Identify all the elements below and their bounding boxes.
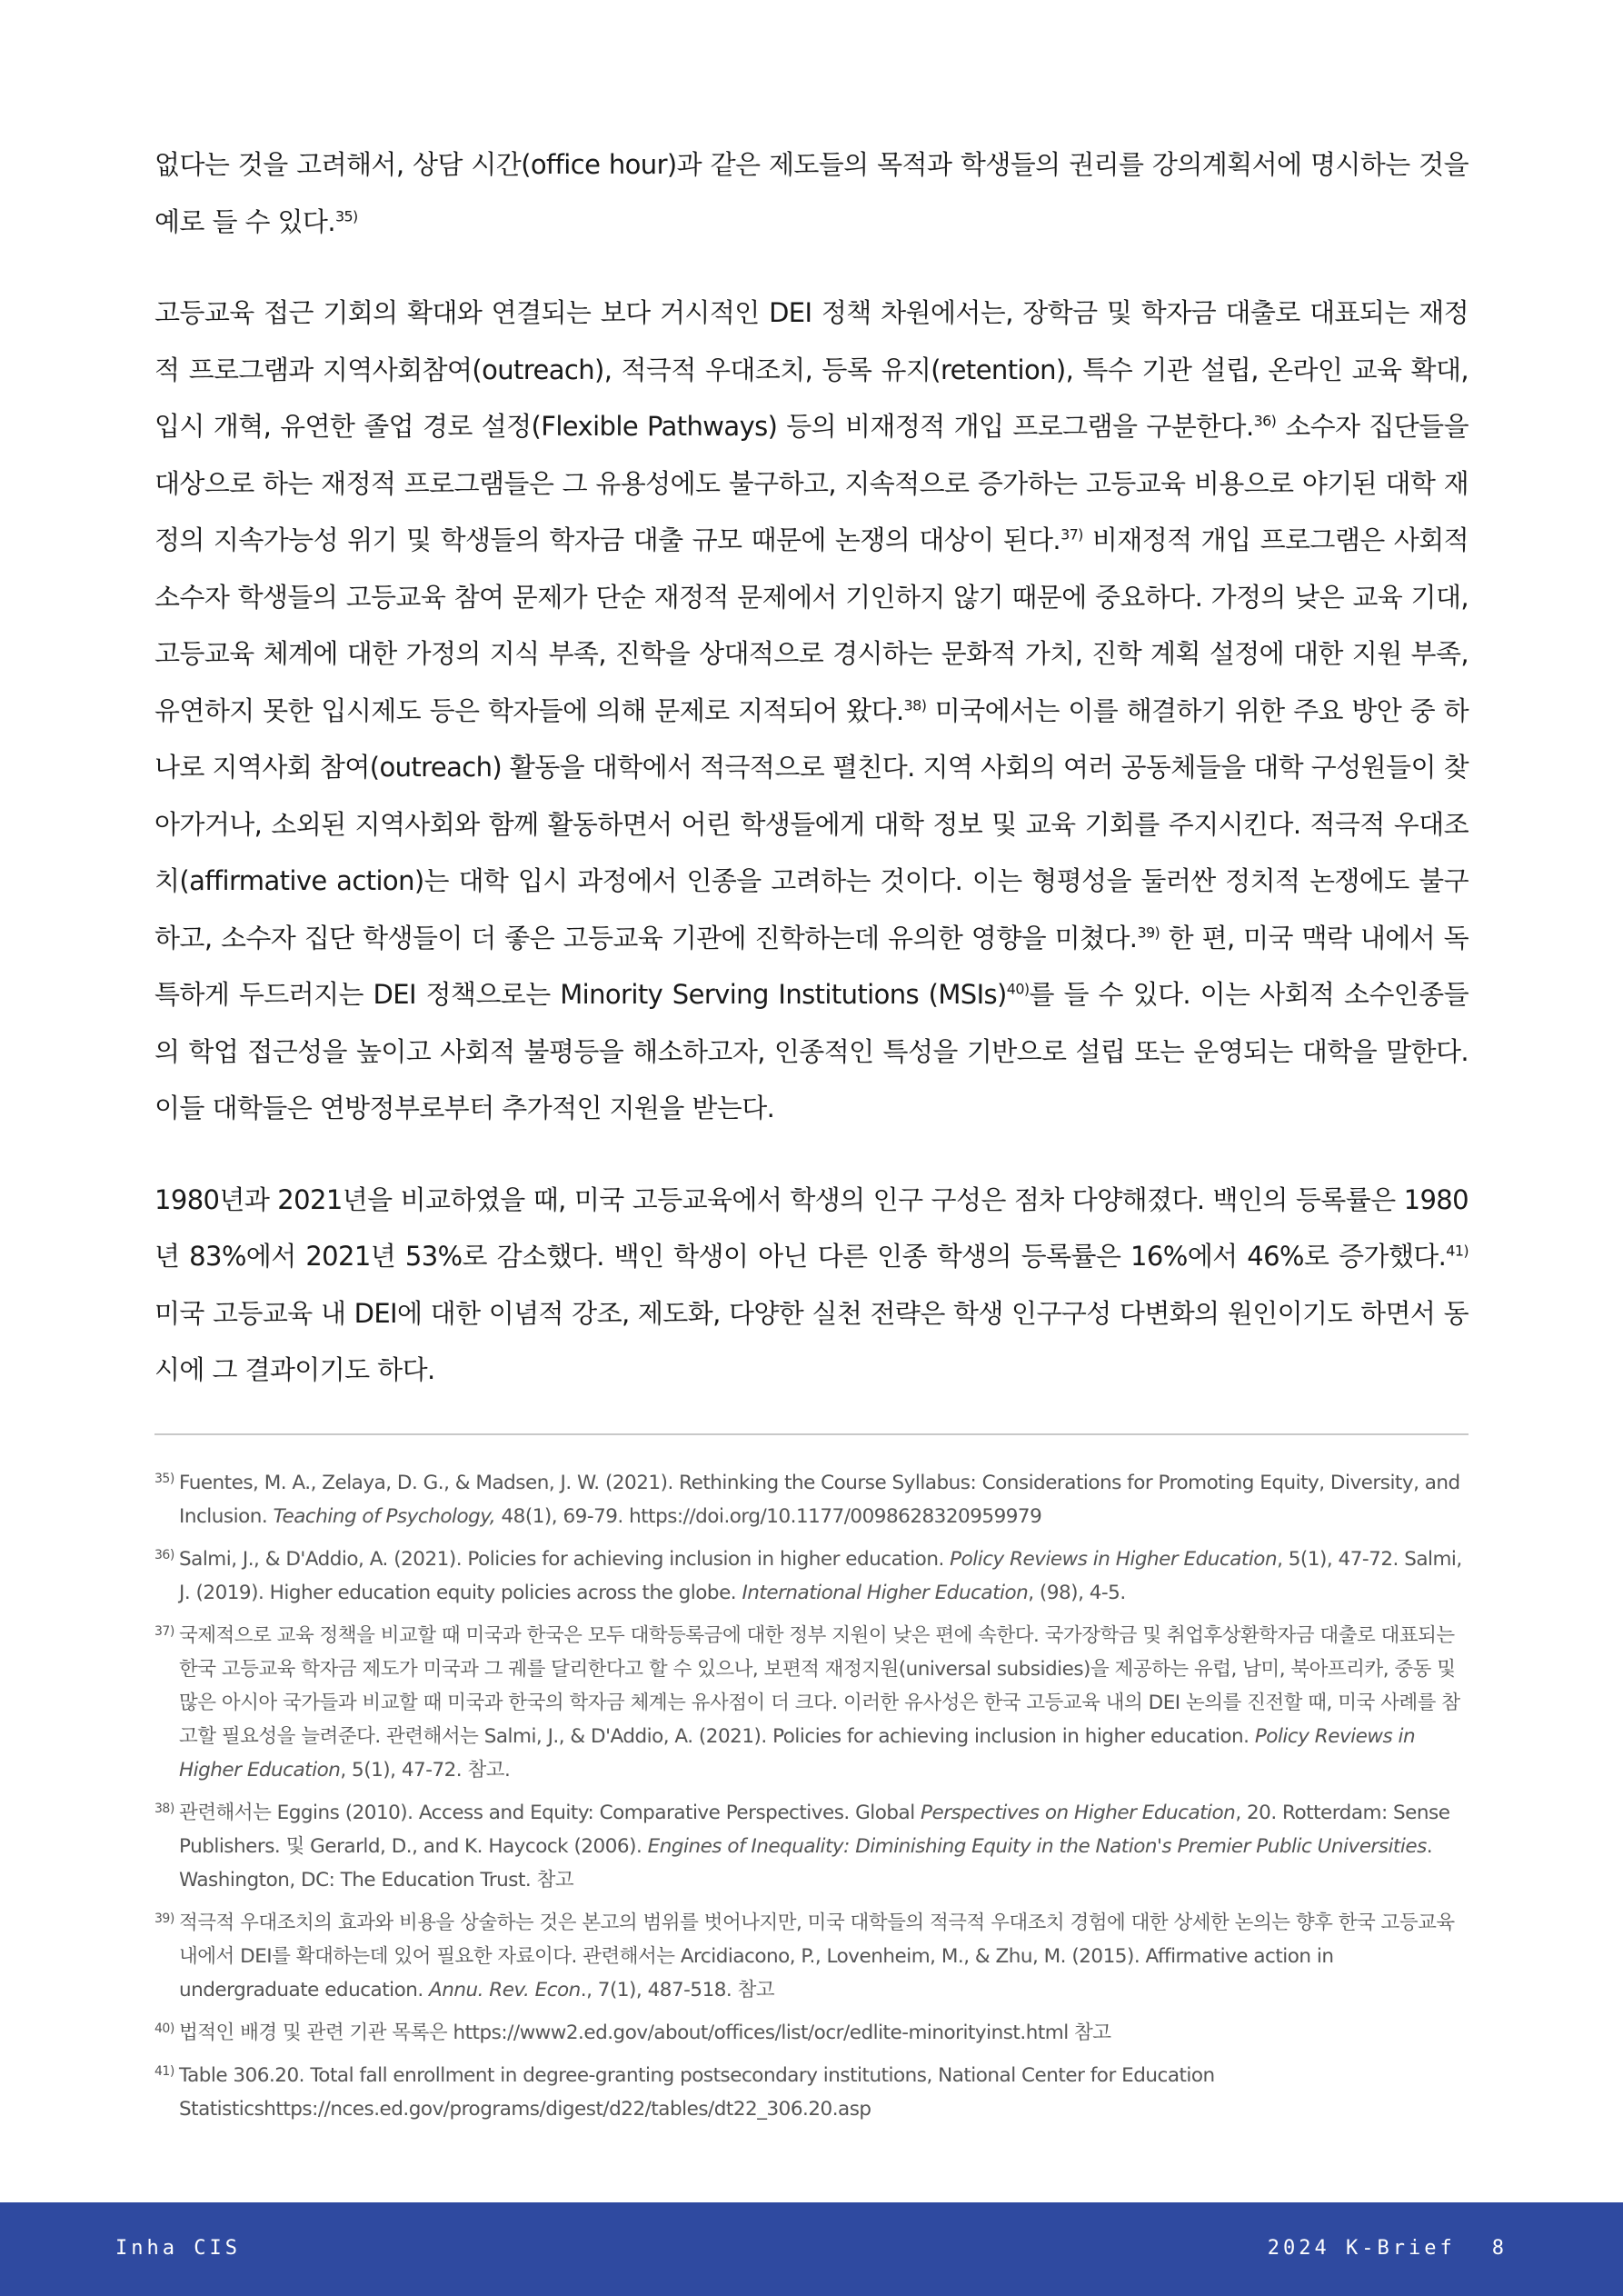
paragraph-text: 고등교육 접근 기회의 확대와 연결되는 보다 거시적인 DEI 정책 차원에서는, 장학금 및 학자금 대출로 대표되는 재정적 프로그램과 지역사회참여(outreach), 적극적 우대조치, 등록 유지(retention), 특수 기관 설립, 온라인 교육 확대, 입시 개혁, 유연한 졸업 경로 설정(Flexible Pathways) 등의 비재정적 개입 프로그램을 구분한다. <box>154 297 1469 442</box>
page-body <box>154 136 1469 2135</box>
paragraph-2 <box>154 285 1469 1137</box>
footnotes <box>154 1466 1469 2126</box>
footnote-38 <box>154 1796 1469 1897</box>
footnote-text: , 20. Rotterdam: Sense Publishers. 및 Gerarld, D., and K. Haycock (2006). <box>179 1801 1450 1858</box>
publisher-label: Inha CIS <box>115 2237 241 2260</box>
footnote-ref[interactable]: 40) <box>1006 980 1030 998</box>
footnote-ref[interactable]: 35) <box>334 206 358 225</box>
footnote-ref[interactable]: 41) <box>1446 1242 1469 1260</box>
footnote-ref[interactable]: 36) <box>1253 412 1277 430</box>
footnote-text: Fuentes, M. A., Zelaya, D. G., & Madsen, J. W. (2021). Rethinking the Course Syllabus: Considerations for Promoting Equity, Diversity, and Inclusion. <box>179 1471 1460 1528</box>
footnote-text: 48(1), 69-79. https://doi.org/10.1177/0098628320959979 <box>495 1504 1042 1528</box>
footnote-text: , 5(1), 47-72. Salmi, J. (2019). Higher education equity policies across the globe. <box>179 1547 1462 1604</box>
paragraph-text: 비재정적 개입 프로그램은 사회적 소수자 학생들의 고등교육 참여 문제가 단순 재정적 문제에서 기인하지 않기 때문에 중요하다. 가정의 낮은 교육 기대, 고등교육 체계에 대한 가정의 지식 부족, 진학을 상대적으로 경시하는 문화적 가치, 진학 계획 설정에 대한 지원 부족, 유연하지 못한 입시제도 등은 학자들에 의해 문제로 지적되어 왔다. <box>154 524 1469 726</box>
footnote-text: Table 306.20. Total fall enrollment in degree-granting postsecondary institutions, National Center for Education Statisticshttps://nces.ed.gov/programs/digest/d22/tables/dt22_306.20.asp <box>179 2063 1215 2121</box>
footnote-text: 적극적 우대조치의 효과와 비용을 상술하는 것은 본고의 범위를 벗어나지만, 미국 대학들의 적극적 우대조치 경험에 대한 상세한 논의는 향후 한국 고등교육 내에서 DEI를 확대하는데 있어 필요한 자료이다. 관련해서는 Arcidiacono, P., Lovenheim, M., & Zhu, M. (2015). Affirmative action in undergraduate education. <box>179 1911 1455 2002</box>
publication-title: 2024 K-Brief <box>1267 2237 1456 2260</box>
footnote-39 <box>154 1906 1469 2007</box>
page-footer <box>0 2202 1623 2296</box>
footnote-italic: Engines of Inequality: Diminishing Equity in the Nation's Premier Public Universities <box>647 1834 1427 1858</box>
footnote-number: 39) <box>154 1911 174 1926</box>
footnote-text: . Washington, DC: The Education Trust. 참고 <box>179 1834 1433 1892</box>
footnote-italic: Teaching of Psychology, <box>273 1504 496 1528</box>
footnote-36 <box>154 1542 1469 1610</box>
paragraph-3 <box>154 1172 1469 1399</box>
footnote-ref[interactable]: 38) <box>903 695 927 714</box>
footnote-35 <box>154 1466 1469 1533</box>
footnote-text: , 5(1), 47-72. 참고. <box>340 1758 511 1782</box>
paragraph-text: 를 들 수 있다. 이는 사회적 소수인종들의 학업 접근성을 높이고 사회적 불평등을 해소하고자, 인종적인 특성을 기반으로 설립 또는 운영되는 대학을 말한다. 이들 대학들은 연방정부로부터 추가적인 지원을 받는다. <box>154 979 1469 1123</box>
paragraph-text: 없다는 것을 고려해서, 상담 시간(office hour)과 같은 제도들의 목적과 학생들의 권리를 강의계획서에 명시하는 것을 예로 들 수 있다. <box>154 149 1469 237</box>
footnote-41 <box>154 2059 1469 2126</box>
paragraph-text: 미국에서는 이를 해결하기 위한 주요 방안 중 하나로 지역사회 참여(outreach) 활동을 대학에서 적극적으로 펼친다. 지역 사회의 여러 공동체들을 대학 구성원들이 찾아가거나, 소외된 지역사회와 함께 활동하면서 어린 학생들에게 대학 정보 및 교육 기회를 주지시킨다. 적극적 우대조치(affirmative action)는 대학 입시 과정에서 인종을 고려하는 것이다. 이는 형평성을 둘러싼 정치적 논쟁에도 불구하고, 소수자 집단 학생들이 더 좋은 고등교육 기관에 진학하는데 유의한 영향을 미쳤다. <box>154 694 1469 953</box>
footnote-number: 40) <box>154 2021 174 2036</box>
footnote-italic: Annu. Rev. Econ <box>429 1978 581 2002</box>
footnote-italic: International Higher Education <box>742 1581 1029 1604</box>
footnote-number: 38) <box>154 1801 174 1816</box>
footnote-37 <box>154 1619 1469 1787</box>
footnote-text: , (98), 4-5. <box>1028 1581 1126 1604</box>
footnote-number: 41) <box>154 2063 174 2079</box>
page-number: 8 <box>1491 2237 1508 2260</box>
paragraph-text: 미국 고등교육 내 DEI에 대한 이념적 강조, 제도화, 다양한 실천 전략은 학생 인구구성 다변화의 원인이기도 하면서 동시에 그 결과이기도 하다. <box>154 1297 1469 1385</box>
footnote-italic: Policy Reviews in Higher Education <box>950 1547 1278 1571</box>
footnote-40 <box>154 2016 1469 2050</box>
footnote-text: 국제적으로 교육 정책을 비교할 때 미국과 한국은 모두 대학등록금에 대한 정부 지원이 낮은 편에 속한다. 국가장학금 및 취업후상환학자금 대출로 대표되는 한국 고등교육 학자금 제도가 미국과 그 궤를 달리한다고 할 수 있으나, 보편적 재정지원(universal subsidies)을 제공하는 유럽, 남미, 북아프리카, 중동 및 많은 아시아 국가들과 비교할 때 미국과 한국의 학자금 체계는 유사점이 더 크다. 이러한 유사성은 한국 고등교육 내의 DEI 논의를 진전할 때, 미국 사례를 참고할 필요성을 늘려준다. 관련해서는 Salmi, J., & D'Addio, A. (2021). Policies for achieving inclusion in higher education. <box>179 1623 1460 1748</box>
footnote-divider <box>154 1433 1469 1435</box>
footnote-ref[interactable]: 39) <box>1137 923 1160 941</box>
paragraph-text: 1980년과 2021년을 비교하였을 때, 미국 고등교육에서 학생의 인구 구성은 점차 다양해졌다. 백인의 등록률은 1980년 83%에서 2021년 53%로 감소했다. 백인 학생이 아닌 다른 인종 학생의 등록률은 16%에서 46%로 증가했다. <box>154 1183 1469 1272</box>
footnote-italic: Policy Reviews in Higher Education <box>179 1724 1416 1782</box>
footnote-ref[interactable]: 37) <box>1060 525 1083 544</box>
footnote-number: 36) <box>154 1547 174 1562</box>
footer-right <box>1268 2237 1508 2260</box>
footnote-number: 35) <box>154 1471 174 1486</box>
paragraph-text: 소수자 집단들을 대상으로 하는 재정적 프로그램들은 그 유용성에도 불구하고, 지속적으로 증가하는 고등교육 비용으로 야기된 대학 재정의 지속가능성 위기 및 학생들의 학자금 대출 규모 때문에 논쟁의 대상이 된다. <box>154 411 1469 555</box>
footnote-text: ., 7(1), 487-518. 참고 <box>580 1978 775 2002</box>
paragraph-text: 한 편, 미국 맥락 내에서 독특하게 두드러지는 DEI 정책으로는 Minority Serving Institutions (MSIs) <box>154 922 1469 1010</box>
footnote-text: 법적인 배경 및 관련 기관 목록은 https://www2.ed.gov/about/offices/list/ocr/edlite-minorityinst.html 참고 <box>179 2021 1111 2044</box>
paragraph-1 <box>154 136 1469 250</box>
footnote-italic: Perspectives on Higher Education <box>921 1801 1236 1824</box>
footnote-text: Salmi, J., & D'Addio, A. (2021). Policies for achieving inclusion in higher education. <box>179 1547 951 1571</box>
footnote-text: 관련해서는 Eggins (2010). Access and Equity: Comparative Perspectives. Global <box>179 1801 921 1824</box>
footnote-number: 37) <box>154 1623 174 1639</box>
